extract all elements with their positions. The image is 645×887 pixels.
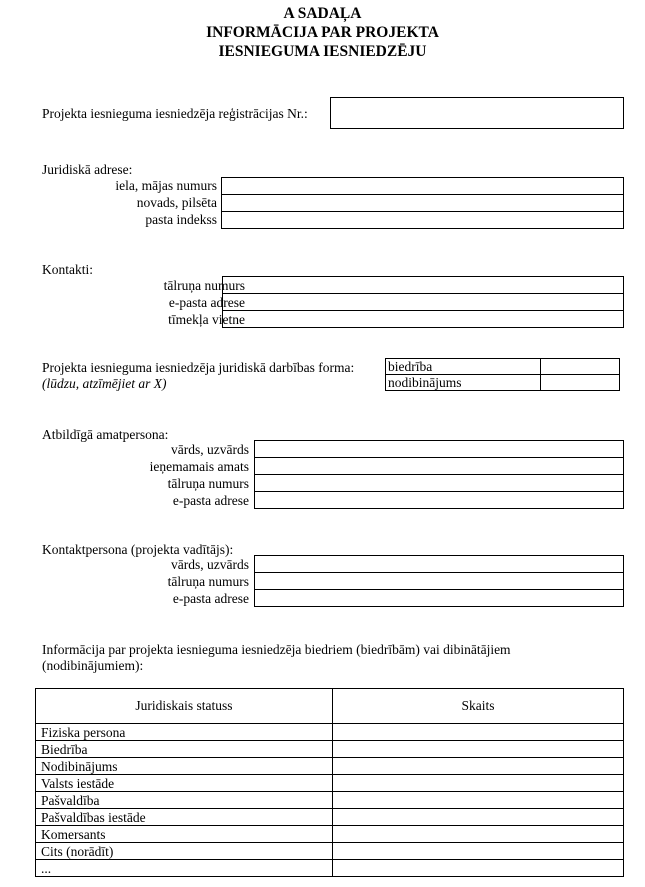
column-header-status: Juridiskais statuss — [36, 689, 333, 724]
contact-person-name-label: vārds, uzvārds — [171, 557, 249, 572]
address-fields — [221, 177, 624, 229]
members-table — [35, 688, 624, 877]
address-city-input[interactable] — [222, 195, 623, 212]
registration-input[interactable] — [330, 97, 624, 129]
contact-person-fields — [254, 555, 624, 607]
count-cell[interactable] — [333, 843, 624, 860]
address-heading: Juridiskā adrese: — [42, 162, 133, 177]
responsible-phone-label: tālruņa numurs — [167, 476, 249, 491]
table-row — [36, 860, 624, 877]
contacts-fields — [222, 276, 624, 328]
option-association-checkbox[interactable] — [541, 359, 620, 375]
contact-person-email-input[interactable] — [255, 590, 623, 607]
contact-person-heading: Kontaktpersona (projekta vadītājs): — [42, 542, 234, 557]
status-cell: Nodibinājums — [36, 758, 333, 775]
legal-form-label: Projekta iesnieguma iesniedzēja juridiskā darbības forma: — [42, 360, 355, 375]
status-cell: Pašvaldības iestāde — [36, 809, 333, 826]
status-cell: Valsts iestāde — [36, 775, 333, 792]
legal-form-options — [385, 358, 620, 391]
address-postcode-input[interactable] — [222, 212, 623, 229]
contact-person-phone-input[interactable] — [255, 573, 623, 590]
table-row — [36, 775, 624, 792]
responsible-email-input[interactable] — [255, 492, 623, 509]
responsible-name-input[interactable] — [255, 441, 623, 458]
contacts-email-input[interactable] — [223, 294, 623, 311]
members-intro-line1: Informācija par projekta iesnieguma iesniedzēja biedriem (biedrībām) vai dibinātājiem — [42, 642, 511, 657]
option-foundation-checkbox[interactable] — [541, 375, 620, 391]
status-cell: Biedrība — [36, 741, 333, 758]
responsible-fields — [254, 440, 624, 509]
option-association-label: biedrība — [386, 359, 541, 375]
status-cell: ... — [36, 860, 333, 877]
table-row — [36, 843, 624, 860]
section-subtitle-1: INFORMĀCIJA PAR PROJEKTA — [206, 24, 439, 41]
contact-person-name-input[interactable] — [255, 556, 623, 573]
contacts-email-label: e-pasta adrese — [168, 295, 245, 310]
contacts-heading: Kontakti: — [42, 262, 93, 277]
responsible-heading: Atbildīgā amatpersona: — [42, 427, 169, 442]
count-cell[interactable] — [333, 758, 624, 775]
count-cell[interactable] — [333, 775, 624, 792]
table-row — [36, 792, 624, 809]
responsible-position-label: ieņemamais amats — [149, 459, 249, 474]
column-header-count: Skaits — [333, 689, 624, 724]
address-street-input[interactable] — [222, 178, 623, 195]
address-street-label: iela, mājas numurs — [115, 178, 217, 193]
members-intro-line2: (nodibinājumiem): — [42, 658, 144, 673]
contacts-website-label: tīmekļa vietne — [168, 312, 245, 327]
table-row — [36, 758, 624, 775]
responsible-position-input[interactable] — [255, 458, 623, 475]
count-cell[interactable] — [333, 792, 624, 809]
status-cell: Cits (norādīt) — [36, 843, 333, 860]
option-foundation-label: nodibinājums — [386, 375, 541, 391]
address-city-label: novads, pilsēta — [136, 195, 217, 210]
status-cell: Fiziska persona — [36, 724, 333, 741]
count-cell[interactable] — [333, 741, 624, 758]
status-cell: Pašvaldība — [36, 792, 333, 809]
contact-person-email-label: e-pasta adrese — [172, 591, 249, 606]
contacts-phone-label: tālruņa numurs — [163, 278, 245, 293]
table-row — [36, 809, 624, 826]
responsible-phone-input[interactable] — [255, 475, 623, 492]
count-cell[interactable] — [333, 724, 624, 741]
section-subtitle-2: IESNIEGUMA IESNIEDZĒJU — [218, 43, 427, 60]
table-row — [36, 826, 624, 843]
contacts-phone-input[interactable] — [223, 277, 623, 294]
contacts-website-input[interactable] — [223, 311, 623, 328]
table-row — [36, 741, 624, 758]
status-cell: Komersants — [36, 826, 333, 843]
address-postcode-label: pasta indekss — [145, 212, 217, 227]
section-title: A SADAĻA — [283, 5, 362, 22]
count-cell[interactable] — [333, 826, 624, 843]
contact-person-phone-label: tālruņa numurs — [167, 574, 249, 589]
legal-form-hint: (lūdzu, atzīmējiet ar X) — [42, 376, 167, 391]
count-cell[interactable] — [333, 809, 624, 826]
count-cell[interactable] — [333, 860, 624, 877]
registration-label: Projekta iesnieguma iesniedzēja reģistrācijas Nr.: — [42, 106, 308, 121]
responsible-name-label: vārds, uzvārds — [171, 442, 249, 457]
responsible-email-label: e-pasta adrese — [172, 493, 249, 508]
table-row — [36, 724, 624, 741]
